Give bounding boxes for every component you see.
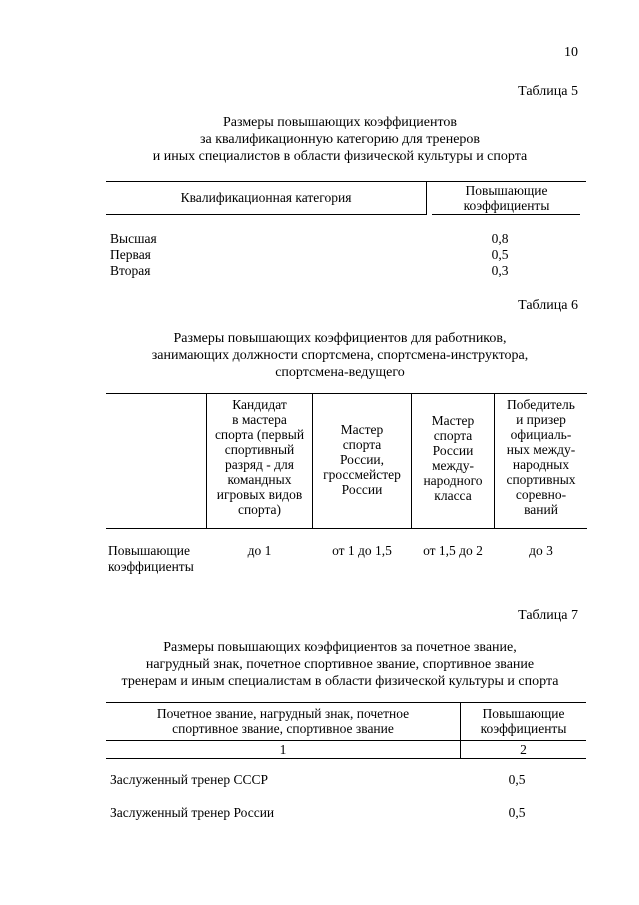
table7-row-name: Заслуженный тренер СССР [110, 772, 268, 787]
table6-label: Таблица 6 [518, 298, 578, 313]
header-line: Повышающие [465, 183, 548, 198]
header-line: разряд - для [225, 457, 294, 472]
header-line: класса [434, 488, 472, 503]
header-line: спортивных [506, 472, 576, 487]
table5-header-coefficients [427, 183, 586, 213]
row-label-line: Повышающие [108, 543, 191, 558]
table6-header-international-master [412, 413, 494, 503]
table7-caption-line: Размеры повышающих коэффициентов за почетное звание, [163, 640, 517, 655]
header-line: спортивный [224, 442, 295, 457]
header-line: Кандидат [232, 397, 287, 412]
header-line: между- [432, 458, 474, 473]
header-line: командных [227, 472, 292, 487]
header-line: России [432, 443, 474, 458]
table5-header-rule [106, 214, 426, 215]
header-line: игровых видов [216, 487, 303, 502]
table7-label: Таблица 7 [518, 608, 578, 623]
table7-header-title [106, 706, 460, 736]
row-label-line: коэффициенты [108, 559, 194, 574]
table5-row-value: 0,3 [491, 263, 509, 278]
table6-top-rule [106, 393, 587, 394]
header-line: гроссмейстер [323, 467, 401, 482]
table5-header-rule [432, 214, 580, 215]
header-line: народных [512, 457, 570, 472]
table5-row-value: 0,5 [491, 247, 509, 262]
header-line: народного [423, 473, 483, 488]
table7-caption-line: нагрудный знак, почетное спортивное звание, спортивное звание [145, 657, 535, 672]
page-number: 10 [564, 45, 578, 60]
table7-header-coefficients [461, 706, 586, 736]
table6-row-label [108, 543, 194, 575]
table6-caption-line: Размеры повышающих коэффициентов для работников, [173, 331, 507, 346]
table5-row-name: Вторая [110, 263, 151, 278]
header-line: спорта) [237, 502, 282, 517]
table7-row-value: 0,5 [508, 805, 526, 820]
table7-col-number: 1 [279, 742, 287, 757]
table6-value: до 3 [529, 543, 553, 558]
header-line: спортивное звание, спортивное звание [172, 721, 394, 736]
header-line: России [341, 482, 383, 497]
table7-caption [90, 639, 590, 690]
table6-caption-line: спортсмена-ведущего [275, 365, 405, 380]
header-line: спорта (первый [214, 427, 305, 442]
table5-caption [100, 114, 580, 165]
table6-value: до 1 [247, 543, 272, 558]
header-line: России, [339, 452, 385, 467]
table7-row-name: Заслуженный тренер России [110, 805, 275, 820]
header-line: Почетное звание, нагрудный знак, почетное [156, 706, 410, 721]
header-line: спорта [433, 428, 473, 443]
header-line: и призер [516, 412, 566, 427]
table5-top-rule [106, 181, 586, 182]
table6-header-rule [106, 528, 587, 529]
header-line: ных между- [506, 442, 576, 457]
header-line: спорта [342, 437, 382, 452]
header-line: Победитель [507, 397, 575, 412]
table7-header-rule [460, 740, 586, 741]
header-line: в мастера [232, 412, 287, 427]
table5-header-category: Квалификационная категория [180, 190, 352, 205]
table5-caption-line: за квалификационную категорию для тренеров [199, 132, 481, 147]
table6-value: от 1 до 1,5 [332, 543, 392, 558]
table5-row-name: Высшая [110, 231, 157, 246]
table6-header-candidate [207, 397, 312, 517]
table7-header-rule [106, 740, 460, 741]
table6-header-winner [495, 397, 587, 517]
table7-top-rule [106, 702, 586, 703]
header-line: официаль- [510, 427, 572, 442]
table7-caption-line: тренерам и иным специалистам в области физической культуры и спорта [121, 674, 559, 689]
header-line: Повышающие [482, 706, 565, 721]
header-line: Мастер [340, 422, 384, 437]
header-line: коэффициенты [480, 721, 567, 736]
table7-col-number: 2 [520, 742, 527, 757]
table5-caption-line: и иных специалистов в области физической культуры и спорта [152, 149, 528, 164]
header-line: ваний [524, 502, 558, 517]
table5-row-name: Первая [110, 247, 151, 262]
table5-row-value: 0,8 [491, 231, 509, 246]
table6-caption-line: занимающих должности спортсмена, спортсмена-инструктора, [151, 348, 529, 363]
table5-label: Таблица 5 [518, 84, 578, 99]
table6-value: от 1,5 до 2 [423, 543, 483, 558]
table7-row-value: 0,5 [508, 772, 526, 787]
header-line: Мастер [431, 413, 475, 428]
table6-caption [100, 330, 580, 381]
header-line: коэффициенты [463, 198, 550, 213]
table5-caption-line: Размеры повышающих коэффициентов [222, 115, 458, 130]
table6-header-master [313, 422, 411, 497]
header-line: соревно- [515, 487, 567, 502]
table7-numbers-rule [106, 758, 586, 759]
